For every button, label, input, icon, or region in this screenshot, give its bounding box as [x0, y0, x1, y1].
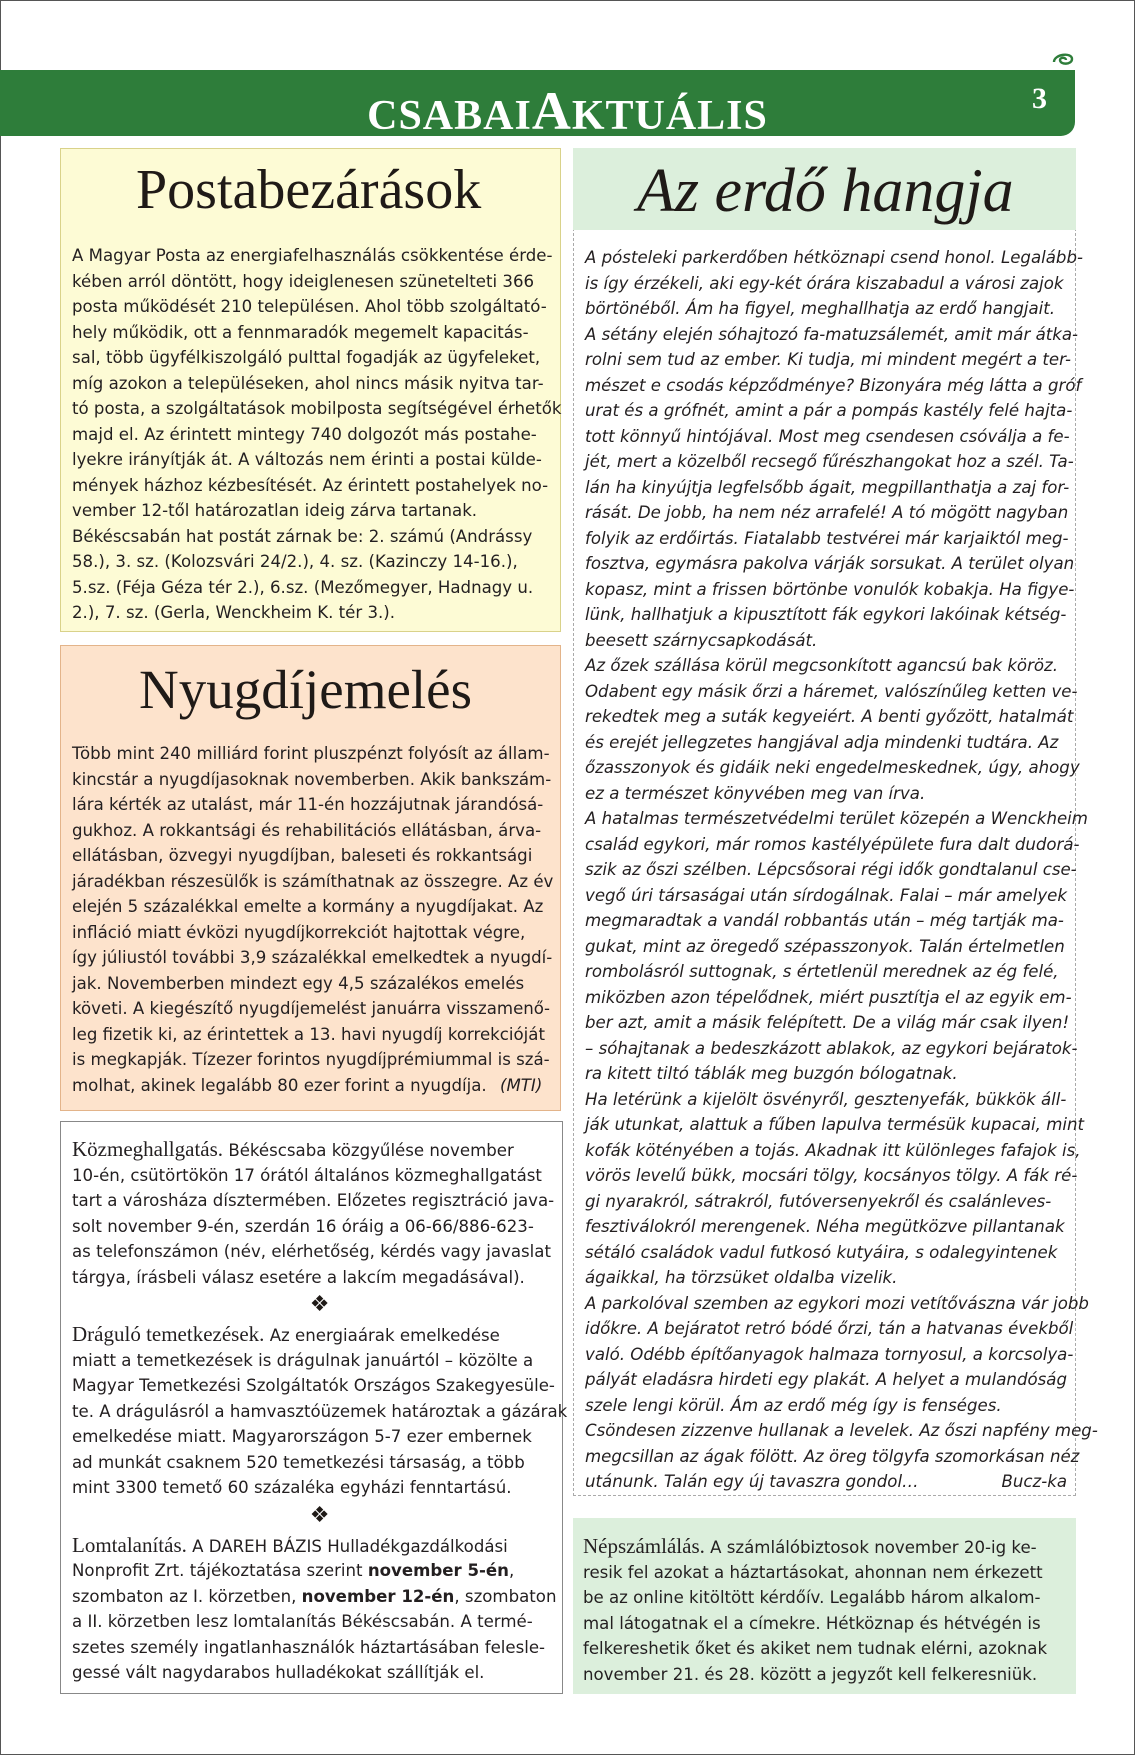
kozmeghallgatas-line: solt november 9-én, szerdán 16 óráig a 06-66/886-623-: [72, 1216, 534, 1236]
nepszamlalas-heading: Népszámlálás.: [583, 1534, 705, 1558]
erdo-line: vörös levelű bükk, mocsári tölgy, kocsányos tölgy. A fák ré-: [585, 1166, 1078, 1185]
erdo-line: pályát eladásra hirdeti egy plakát. A helyet a mulandóság: [585, 1370, 1067, 1389]
erdo-line: őzasszonyok és gidáik neki engedelmeskednek, úgy, ahogy: [585, 758, 1080, 777]
erdo-line: lán ha kinyújtja legfelsőbb ágait, megpillanthatja a zaj for-: [585, 477, 1070, 497]
postabezarasok-line: posta működését 210 településen. Ahol több szolgáltató-: [72, 297, 547, 316]
postabezarasok-line: 58.), 3. sz. (Kolozsvári 24/2.), 4. sz. (Kazinczy 14-16.),: [72, 552, 518, 571]
erdo-line: kopasz, mint a frissen börtönbe vonulók kobakja. Ha figye-: [585, 579, 1075, 599]
erdo-line: Csöndesen zizzenve hullanak a levelek. Az őszi napfény meg-: [585, 1421, 1098, 1440]
erdo-line: gi nyarakról, sátrakról, futóversenyekről és csalánleves-: [585, 1191, 1052, 1211]
erdo-line: rolni sem tud az ember. Ki tudja, mi mindent megért a ter-: [585, 350, 1072, 369]
kozmeghallgatas-article: [72, 1137, 567, 1686]
postabezarasok-line: kében arról döntött, hogy ideiglenesen szünetelteti 366: [72, 271, 535, 291]
nepszamlalas-line: mal látogatnak el a címekre. Hétköznap és hétvégén is: [583, 1613, 1041, 1633]
postabezarasok-line: Békéscsabán hat postát zárnak be: 2. számú (Andrássy: [72, 526, 533, 546]
postabezarasok-line: sal, több ügyfélkiszolgáló pulttal fogadják az ügyfeleket,: [72, 348, 541, 367]
dragulo-line: miatt a temetkezések is drágulnak januártól – közölte a: [72, 1350, 534, 1370]
nyugdijemeles-source: (MTI): [500, 1075, 543, 1095]
erdo-line: vegő úri társaságai után sírdogálnak. Falai – már amelyek: [585, 885, 1067, 905]
kozmeghallgatas-line: as telefonszámon (név, elérhetőség, kérdés vagy javaslat: [72, 1242, 551, 1261]
postabezarasok-line: vember 12-től határozatlan ideig zárva tartanak.: [72, 501, 478, 520]
erdo-line: börtönéből. Ám ha figyel, meghallhatja az erdő hangjait.: [585, 299, 1056, 318]
nyugdijemeles-line: infláció miatt évközi nyugdíjkorrekciót hajtottak végre,: [72, 922, 526, 942]
erdo-line: is így érzékeli, aki egy-két órára kiszabadul a városi zajok: [585, 273, 1064, 293]
dragulo-line: mint 3300 temető 60 százaléka egyházi fenntartású.: [72, 1478, 512, 1497]
nyugdijemeles-line: ellátásban, özvegyi nyugdíjban, baleseti és rokkantsági: [72, 846, 533, 865]
nyugdijemeles-line: követi. A kiegészítő nyugdíjemelést januárra visszamenő-: [72, 999, 550, 1018]
lomtalanitas-line: a II. körzetben lesz lomtalanítás Békéscsabán. A termé-: [72, 1612, 533, 1631]
swirl-icon: [1050, 50, 1076, 70]
postabezarasok-line: míg azokon a településeken, ahol nincs másik nyitva tar-: [72, 373, 544, 393]
erdo-line: rombolásról suttognak, s értetlenül merednek az ég felé,: [585, 962, 1059, 981]
dragulo-line: Magyar Temetkezési Szolgáltatók Országos Szakegyesüle-: [72, 1376, 555, 1395]
erdo-line: megmaradtak a vandál robbantás után – még tartják ma-: [585, 911, 1064, 930]
postabezarasok-line: mények házhoz kézbesítését. Az érintett postahelyek no-: [72, 475, 549, 495]
erdo-line: ber azt, amit a másik felépített. De a világ már csak ilyen!: [585, 1013, 1070, 1032]
erdo-line: ják utunkat, alattuk a fűben lapulva termésük kupacai, mint: [585, 1115, 1084, 1134]
kozmeghallgatas-heading: Közmeghallgatás.: [72, 1137, 224, 1161]
kozmeghallgatas-line: 10-én, csütörtökön 17 órától általános közmeghallgatást: [72, 1165, 542, 1185]
lomtalanitas-heading: Lomtalanítás.: [72, 1532, 187, 1557]
erdo-line: Az őzek szállása körül megcsonkított agancsú bak köröz.: [585, 656, 1059, 675]
postabezarasok-line: 5.sz. (Féja Géza tér 2.), 6.sz. (Mezőmegyer, Hadnagy u.: [72, 577, 534, 597]
kozmeghallgatas-first-line: Békéscsaba közgyűlése november: [228, 1141, 514, 1160]
ornament-divider: ❖: [309, 1292, 330, 1317]
nyugdijemeles-line: gukhoz. A rokkantsági és rehabilitációs ellátásban, árva-: [72, 820, 542, 840]
kozmeghallgatas-line: tárgya, írásbeli válasz esetére a lakcím megadásával).: [72, 1267, 525, 1287]
nyugdijemeles-line: kincstár a nyugdíjasoknak novemberben. Akik bankszám-: [72, 769, 552, 789]
nyugdijemeles-line: lára kérték az utalást, már 11-én hozzájutnak járandósá-: [72, 795, 544, 814]
nyugdijemeles-line: leg fizetik ki, az érintettek a 13. havi nyugdíj korrekcióját: [72, 1024, 545, 1044]
erdo-line: tott könnyű hintójával. Most meg csendesen csóválja a fe-: [585, 426, 1070, 446]
page-number: 3: [1032, 82, 1047, 115]
erdo-title: Az erdő hangja: [637, 157, 1014, 225]
erdo-line: ágaikkal, ha törzsüket oldalba vizelik.: [585, 1268, 898, 1287]
erdo-last-line: utánunk. Talán egy új tavaszra gondol…: [585, 1472, 919, 1491]
lomtalanitas-line2: Nonprofit Zrt. tájékoztatása szerint: [72, 1561, 368, 1580]
erdo-line: miközben azon tépelődnek, miért pusztítja el az egyik em-: [585, 987, 1072, 1007]
nepszamlalas-article: [583, 1534, 1047, 1687]
nepszamlalas-line: be az online kitöltött kérdőív. Legalább három alkalom-: [583, 1588, 1041, 1607]
erdo-body: [585, 245, 1098, 1495]
lomtalanitas-line: szetes személy ingatlanhasználók háztartásában felesle-: [72, 1637, 546, 1657]
dragulo-first-line: Az energiaárak emelkedése: [269, 1326, 500, 1345]
erdo-line: lünk, hallhatjuk a kipusztított fák egykori lakóinak kétség-: [585, 605, 1067, 624]
postabezarasok-line: tó posta, a szolgáltatások mobilposta segítségével érhetők: [72, 399, 562, 418]
erdo-line: folyik az erdőirtás. Fiatalabb testvérei már karjaiktól meg-: [585, 528, 1069, 548]
lomtalanitas-line3-end: , szombaton: [454, 1586, 557, 1606]
nepszamlalas-first-line: A számlálóbiztosok november 20-ig ke-: [710, 1538, 1037, 1557]
erdo-author: Bucz-ka: [1001, 1472, 1067, 1491]
erdo-line: fosztva, egymásra pakolva várják sorsukat. A terület olyan: [585, 554, 1075, 573]
erdo-line: A hatalmas természetvédelmi terület közepén a Wenckheim: [585, 809, 1088, 828]
erdo-line: való. Odébb építőanyagok halmaza tornyosul, a korcsolya-: [585, 1344, 1074, 1364]
lomtalanitas-date-2: november 12-én: [301, 1586, 455, 1606]
nyugdijemeles-line: így júliustól további 3,9 százalékkal emelkedtek a nyugdí-: [72, 948, 553, 967]
postabezarasok-line: hely működik, ott a fennmaradók megemelt kapacitás-: [72, 322, 529, 342]
erdo-line: A sétány elején sóhajtozó fa-matuzsálemét, amit már átka-: [585, 324, 1079, 344]
lomtalanitas-line3: szombaton az I. körzetben,: [72, 1586, 302, 1606]
masthead: CSABAIAKTUÁLIS: [367, 81, 768, 141]
lomtalanitas-line2-end: ,: [508, 1561, 515, 1580]
erdo-line: megcsillan az ágak fölött. Az öreg tölgyfa szomorkásan néz: [585, 1446, 1080, 1466]
erdo-line: szik az őszi szélben. Lépcsősorai régi idők gondtalanul cse-: [585, 860, 1077, 879]
nepszamlalas-line: november 21. és 28. között a jegyzőt kell felkeresniük.: [583, 1664, 1038, 1684]
dragulo-heading: Dráguló temetkezések.: [72, 1322, 265, 1346]
postabezarasok-body: [72, 243, 562, 626]
erdo-line: időkre. A bejáratot retró bódé őrzi, tán a hatvanas évekből: [585, 1319, 1074, 1338]
dragulo-line: emelkedése miatt. Magyarországon 5-7 ezer embernek: [72, 1427, 532, 1446]
erdo-line: mészet e csodás képződménye? Bizonyára még látta a gróf: [585, 375, 1082, 395]
erdo-line: – sóhajtanak a bedeszkázott ablakok, az egykori bejáratok-: [585, 1038, 1078, 1058]
lomtalanitas-first-line: A DAREH BÁZIS Hulladékgazdálkodási: [192, 1536, 508, 1556]
nyugdijemeles-line: Több mint 240 milliárd forint pluszpénzt folyósít az állam-: [72, 744, 550, 763]
erdo-line: fesztiválokról merengenek. Néha megütközve pillantanak: [585, 1217, 1065, 1236]
nyugdijemeles-line: elején 5 százalékkal emelte a kormány a nyugdíjakat. Az: [72, 897, 544, 916]
lomtalanitas-line: gessé vált nagydarabos hulladékokat szállítják el.: [72, 1663, 485, 1682]
erdo-line: A parkolóval szemben az egykori mozi vetítővászna vár jobb: [585, 1293, 1089, 1313]
erdo-line: rását. De jobb, ha nem néz arrafelé! A tó mögött nagyban: [585, 503, 1069, 522]
kozmeghallgatas-line: tart a városháza dísztermében. Előzetes regisztráció java-: [72, 1191, 555, 1210]
erdo-line: rekedtek meg a suták kegyeiért. A benti győzött, hatalmát: [585, 707, 1074, 726]
erdo-line: beesett szárnycsapkodását.: [585, 630, 818, 650]
nyugdijemeles-line: jak. Novemberben mindezt egy 4,5 százalékos emelés: [72, 973, 525, 993]
nyugdijemeles-last-line: molhat, akinek legalább 80 ezer forint a nyugdíja.: [72, 1075, 487, 1095]
erdo-line: szele lengi körül. Ám az erdő még így is fenséges.: [585, 1395, 1002, 1415]
erdo-line: jét, mert a közelből recsegő fűrészhangokat hoz a szél. Ta-: [585, 452, 1074, 471]
erdo-line: kofák kötényében a tojás. Akadnak itt különleges fafajok is,: [585, 1140, 1081, 1160]
nepszamlalas-line: felkereshetik őket és akiket nem tudnak elérni, azoknak: [583, 1639, 1048, 1658]
erdo-line: gukat, mint az öregedő szépasszonyok. Talán értelmetlen: [585, 936, 1065, 956]
postabezarasok-line: 2.), 7. sz. (Gerla, Wenckheim K. tér 3.).: [72, 603, 396, 622]
ornament-divider: ❖: [309, 1502, 330, 1528]
dragulo-line: ad munkát csaknem 520 temetkezési társaság, a több: [72, 1452, 525, 1472]
erdo-line: Ha letérünk a kijelölt ösvényről, gesztenyefák, bükkök áll-: [585, 1089, 1067, 1109]
nyugdijemeles-title: Nyugdíjemelés: [139, 659, 472, 720]
lomtalanitas-date-1: november 5-én: [367, 1561, 509, 1580]
nyugdijemeles-body: [72, 741, 553, 1098]
postabezarasok-title: Postabezárások: [136, 159, 482, 221]
postabezarasok-line: majd el. Az érintett mintegy 740 dolgozót más postahe-: [72, 424, 537, 444]
nyugdijemeles-line: járadékban részesülők is számíthatnak az összegre. Az év: [72, 871, 554, 891]
nepszamlalas-line: resik fel azokat a háztartásokat, ahonnan nem érkezett: [583, 1562, 1043, 1582]
postabezarasok-line: A Magyar Posta az energiafelhasználás csökkentése érde-: [72, 246, 553, 265]
erdo-line: ez a természet könyvében meg van írva.: [585, 783, 926, 803]
erdo-line: A pósteleki parkerdőben hétköznapi csend honol. Legalább-: [585, 248, 1083, 267]
erdo-line: urat és a grófnét, amint a pár a pompás kastély felé hajta-: [585, 401, 1073, 420]
erdo-line: sétáló családok vadul futkosó kutyáira, s odalegyintenek: [585, 1242, 1058, 1262]
erdo-line: család egykori, már romos kastélyépülete fura dalt dudorá-: [585, 834, 1080, 854]
erdo-line: ra kitett tiltó táblák meg buzgón bólogatnak.: [585, 1064, 958, 1083]
erdo-line: Odabent egy másik őrzi a háremet, valószínűleg ketten ve-: [585, 681, 1078, 701]
postabezarasok-line: lyekre irányítják át. A változás nem érinti a postai külde-: [72, 450, 542, 469]
erdo-line: és erejét jellegzetes hangjával adja mindenki tudtára. Az: [585, 732, 1059, 752]
nyugdijemeles-line: is megkapják. Tízezer forintos nyugdíjprémiummal is szá-: [72, 1050, 550, 1069]
dragulo-line: te. A drágulásról a hamvasztóüzemek határoztak a gázárak: [72, 1401, 568, 1421]
